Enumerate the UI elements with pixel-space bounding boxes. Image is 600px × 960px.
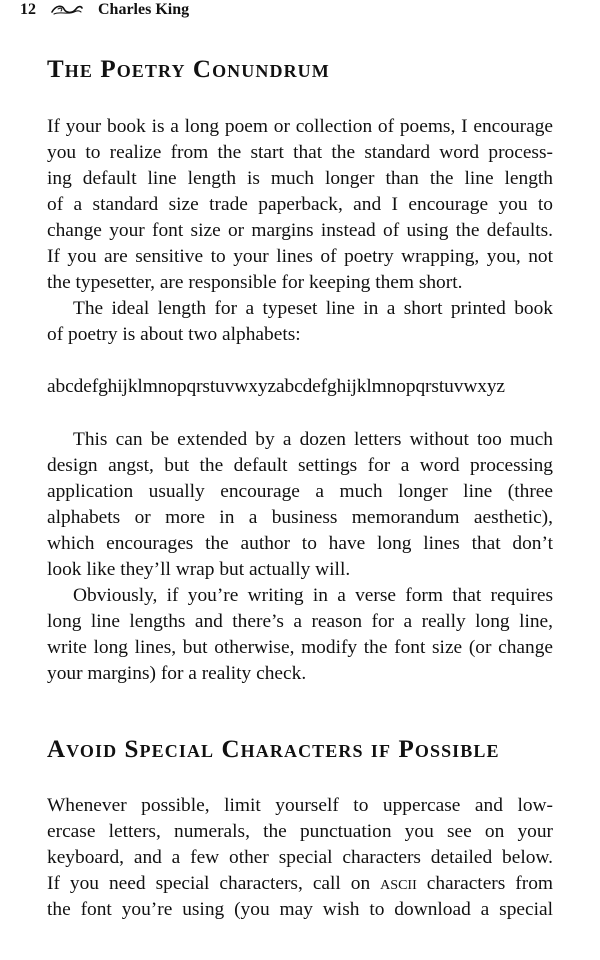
text-line: you to realize from the start that the standard word process- [47, 142, 553, 163]
running-head [20, 0, 189, 20]
text-line: Whenever possible, limit yourself to uppercase and low- [47, 795, 553, 816]
section-heading-special-characters: Avoid Special Characters if Possible [47, 736, 500, 763]
section-heading-poetry-conundrum: The Poetry Conundrum [47, 56, 330, 83]
text-line: of poetry is about two alphabets: [47, 324, 301, 345]
text-line: look like they’ll wrap but actually will. [47, 559, 351, 580]
text-line: If you are sensitive to your lines of poetry wrapping, you, not [47, 246, 553, 267]
text-line: your margins) for a reality check. [47, 663, 307, 684]
text-line: The ideal length for a typeset line in a short printed book [73, 298, 553, 319]
paragraph-special-characters [47, 793, 553, 923]
text-line: alphabets or more in a business memorandum aesthetic), [47, 507, 553, 528]
text-line: ing default line length is much longer than the line length [47, 168, 553, 189]
text-line: Obviously, if you’re writing in a verse form that requires [73, 585, 553, 606]
ascii-abbreviation: ascii [380, 873, 417, 894]
paragraph-ideal-length [47, 296, 553, 348]
text-fragment: characters from [416, 873, 553, 894]
paragraph-extended-line [47, 427, 553, 583]
paragraph-verse-form [47, 583, 553, 687]
text-line: the typesetter, are responsible for keeping them short. [47, 272, 463, 293]
paragraph-poetry-intro [47, 114, 553, 296]
text-line: If your book is a long poem or collection of poems, I encourage [47, 116, 553, 137]
text-line [47, 871, 553, 897]
page-number: 12 [20, 1, 36, 18]
text-line: ercase letters, numerals, the punctuation you see on your [47, 821, 553, 842]
text-line: long line lengths and there’s a reason for a really long line, [47, 611, 553, 632]
text-line: which encourages the author to have long lines that don’t [47, 533, 553, 554]
text-line: of a standard size trade paperback, and I encourage you to [47, 194, 553, 215]
swash-ornament-icon [50, 3, 84, 17]
text-line: keyboard, and a few other special characters detailed below. [47, 847, 553, 868]
running-head-author: Charles King [98, 1, 190, 18]
text-line: design angst, but the default settings for a word processing [47, 455, 553, 476]
text-line: application usually encourage a much longer line (three [47, 481, 553, 502]
text-fragment: If you need special characters, call on [47, 873, 381, 894]
text-line: change your font size or margins instead of using the defaults. [47, 220, 553, 241]
text-line: the font you’re using (you may wish to download a special [47, 899, 553, 920]
text-line: This can be extended by a dozen letters without too much [73, 429, 553, 450]
text-line: write long lines, but otherwise, modify the font size (or change [47, 637, 553, 658]
alphabet-sample: abcdefghijklmnopqrstuvwxyzabcdefghijklmnopqrstuvwxyz [47, 376, 505, 397]
